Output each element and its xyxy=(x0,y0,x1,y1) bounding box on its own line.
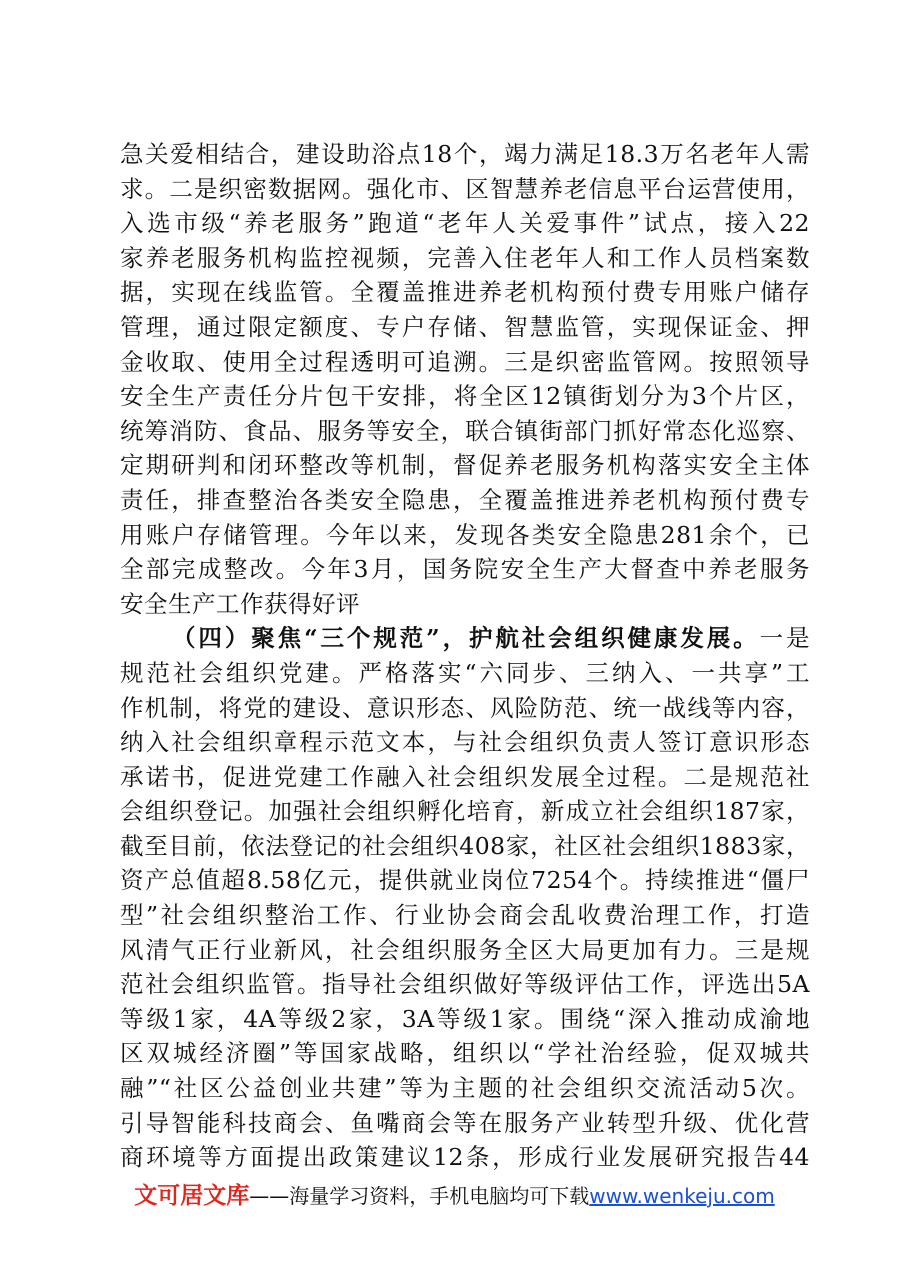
body-line: 入选市级“养老服务”跑道“老年人关爱事件”试点，接入22 xyxy=(120,209,810,238)
body-line: 据，实现在线监管。全覆盖推进养老机构预付费专用账户储存 xyxy=(120,278,810,307)
body-line: 求。二是织密数据网。强化市、区智慧养老信息平台运营使用， xyxy=(120,174,810,203)
section-heading: （四）聚焦“三个规范”，护航社会组织健康发展。 xyxy=(172,624,760,653)
section-line: 承诺书，促进党建工作融入社会组织发展全过程。二是规范社 xyxy=(120,762,810,791)
section-line: 融”“社区公益创业共建”等为主题的社会组织交流活动5次。 xyxy=(120,1074,810,1103)
section-line: 风清气正行业新风，社会组织服务全区大局更加有力。三是规 xyxy=(120,935,810,964)
section-line: 商环境等方面提出政策建议12条，形成行业发展研究报告44 xyxy=(120,1143,810,1172)
section-heading-tail: 一是 xyxy=(759,624,810,653)
body-line: 统筹消防、食品、服务等安全，联合镇街部门抓好常态化巡察、 xyxy=(120,416,810,445)
body-line: 全部完成整改。今年3月，国务院安全生产大督查中养老服务 xyxy=(120,555,810,584)
document-body xyxy=(120,137,810,1175)
footer-description: ——海量学习资料，手机电脑均可下载 xyxy=(249,1184,590,1208)
section-line: 范社会组织监管。指导社会组织做好等级评估工作，评选出5A xyxy=(120,970,810,999)
footer-url-link[interactable]: www.wenkeju.com xyxy=(589,1184,775,1208)
body-line: 用账户存储管理。今年以来，发现各类安全隐患281余个，已 xyxy=(120,520,810,549)
section-line: 等级1家，4A等级2家，3A等级1家。围绕“深入推动成渝地 xyxy=(120,1004,810,1033)
section-line: 会组织登记。加强社会组织孵化培育，新成立社会组织187家， xyxy=(120,797,810,826)
section-line: 规范社会组织党建。严格落实“六同步、三纳入、一共享”工 xyxy=(120,658,810,687)
body-line: 安全生产工作获得好评 xyxy=(120,589,360,618)
section-line: 纳入社会组织章程示范文本，与社会组织负责人签订意识形态 xyxy=(120,728,810,757)
body-line: 责任，排查整治各类安全隐患，全覆盖推进养老机构预付费专 xyxy=(120,485,810,514)
footer-banner xyxy=(0,1181,909,1211)
body-line: 管理，通过限定额度、专户存储、智慧监管，实现保证金、押 xyxy=(120,312,810,341)
section-line: 型”社会组织整治工作、行业协会商会乱收费治理工作，打造 xyxy=(120,901,810,930)
body-line: 安全生产责任分片包干安排，将全区12镇街划分为3个片区， xyxy=(120,382,810,411)
footer-brand: 文可居文库 xyxy=(134,1183,250,1209)
section-heading-line xyxy=(120,621,810,656)
section-line: 资产总值超8.58亿元，提供就业岗位7254个。持续推进“僵尸 xyxy=(120,866,810,895)
body-line: 金收取、使用全过程透明可追溯。三是织密监管网。按照领导 xyxy=(120,347,810,376)
section-line: 区双城经济圈”等国家战略，组织以“学社治经验，促双城共 xyxy=(120,1039,810,1068)
section-line: 截至目前，依法登记的社会组织408家，社区社会组织1883家， xyxy=(120,831,810,860)
body-line: 定期研判和闭环整改等机制，督促养老服务机构落实安全主体 xyxy=(120,451,810,480)
section-line: 作机制，将党的建设、意识形态、风险防范、统一战线等内容， xyxy=(120,693,810,722)
body-line: 家养老服务机构监控视频，完善入住老年人和工作人员档案数 xyxy=(120,243,810,272)
section-line: 引导智能科技商会、鱼嘴商会等在服务产业转型升级、优化营 xyxy=(120,1108,810,1137)
body-line: 急关爱相结合，建设助浴点18个，竭力满足18.3万名老年人需 xyxy=(120,140,810,168)
